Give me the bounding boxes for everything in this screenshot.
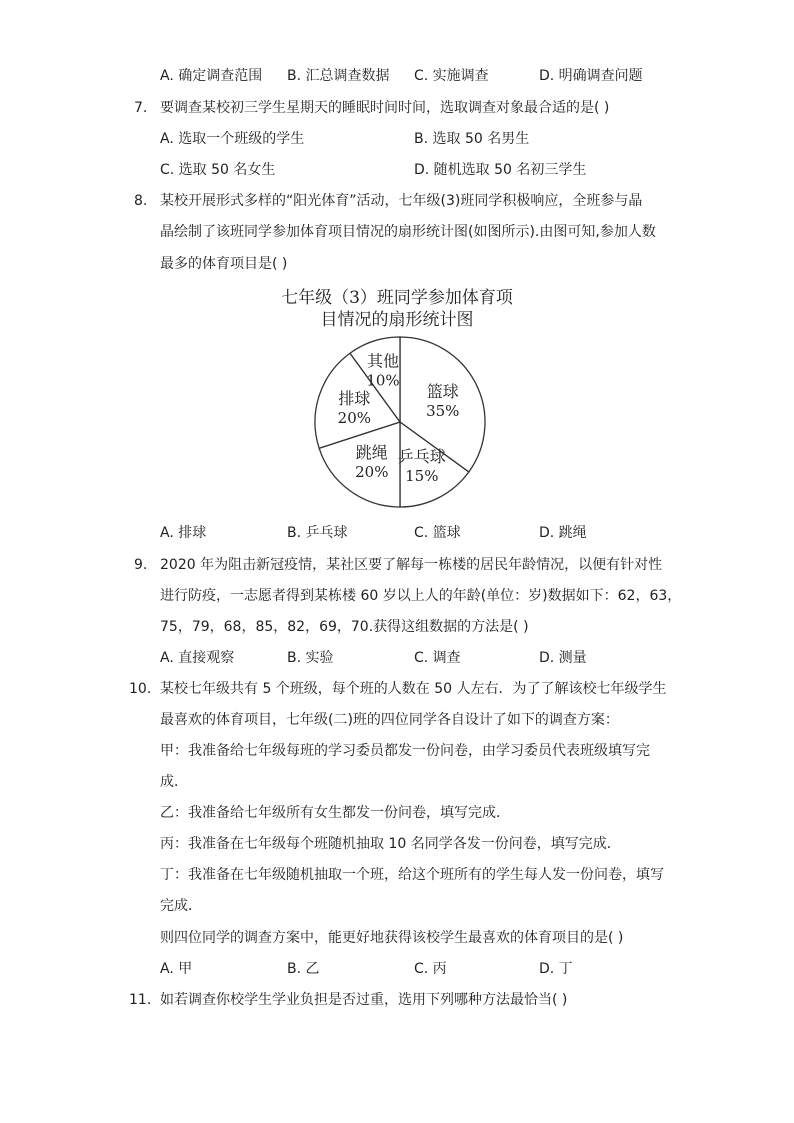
q8-option-d: D. 跳绳	[539, 525, 587, 541]
pie-label-3: 排球	[338, 389, 371, 409]
pie-value-label-2: 20%	[355, 462, 389, 481]
pie-chart	[300, 330, 500, 514]
q9-option-b: B. 实验	[287, 650, 334, 666]
pie-value-label-1: 15%	[405, 466, 439, 485]
q6-option-d: D. 明确调查问题	[539, 68, 643, 84]
q10-option-c: C. 丙	[414, 961, 447, 977]
q7-option-b: B. 选取 50 名男生	[414, 131, 530, 147]
q9-stem-line-1: 2020 年为阻击新冠疫情，某社区要了解每一栋楼的居民年龄情况，以便有针对性	[160, 557, 663, 573]
chart-title-line-1: 七年级（3）班同学参加体育项	[281, 288, 513, 308]
q10-stem-line-5: 乙：我准备给七年级所有女生都发一份问卷，填写完成．	[160, 805, 510, 821]
q10-option-a: A. 甲	[160, 961, 193, 977]
q8-stem-line-1: 某校开展形式多样的“阳光体育”活动，七年级(3)班同学积极响应，全班参与晶	[160, 193, 643, 209]
q11-stem: 如若调查你校学生学业负担是否过重，选用下列哪种方法最恰当( )	[160, 992, 568, 1008]
q9-option-a: A. 直接观察	[160, 650, 235, 666]
q8-option-a: A. 排球	[160, 525, 207, 541]
q8-number: 8.	[134, 193, 148, 209]
q10-stem-line-9: 则四位同学的调查方案中，能更好地获得该校学生最喜欢的体育项目的是( )	[160, 930, 624, 946]
q10-option-d: D. 丁	[539, 961, 573, 977]
q7-number: 7.	[134, 100, 148, 116]
q7-stem: 要调查某校初三学生星期天的睡眠时间时间，选取调查对象最合适的是( )	[160, 100, 610, 116]
q10-stem-line-8: 完成．	[160, 898, 202, 914]
q10-option-b: B. 乙	[287, 961, 320, 977]
pie-label-0: 篮球	[426, 382, 459, 402]
q6-option-a: A. 确定调查范围	[160, 68, 263, 84]
q8-option-c: C. 篮球	[414, 525, 461, 541]
q10-stem-line-4: 成．	[160, 774, 188, 790]
pie-value-label-3: 20%	[337, 409, 372, 428]
q10-stem-line-3: 甲：我准备给七年级每班的学习委员都发一份问卷，由学习委员代表班级填写完	[160, 743, 650, 759]
pie-label-2: 跳绳	[355, 442, 388, 462]
pie-value-label-0: 35%	[426, 402, 460, 421]
q7-option-c: C. 选取 50 名女生	[160, 162, 276, 178]
q9-option-c: C. 调查	[414, 650, 461, 666]
q10-stem-line-6: 丙：我准备在七年级每个班随机抽取 10 名同学各发一份问卷，填写完成．	[160, 836, 621, 852]
q10-stem-line-1: 某校七年级共有 5 个班级，每个班的人数在 50 人左右．为了了解该校七年级学生	[160, 681, 667, 697]
q8-option-b: B. 乒乓球	[287, 525, 348, 541]
q7-option-a: A. 选取一个班级的学生	[160, 131, 305, 147]
q6-option-c: C. 实施调查	[414, 68, 489, 84]
q9-stem-line-2: 进行防疫，一志愿者得到某栋楼 60 岁以上人的年龄(单位：岁)数据如下：62，63，	[160, 588, 682, 604]
q10-stem-line-7: 丁：我准备在七年级随机抽取一个班，给这个班所有的学生每人发一份问卷，填写	[160, 867, 664, 883]
q7-option-d: D. 随机选取 50 名初三学生	[414, 162, 587, 178]
q9-stem-line-3: 75，79，68，85，82，69，70.获得这组数据的方法是( )	[160, 619, 529, 635]
chart-title-line-2: 目情况的扇形统计图	[320, 310, 474, 330]
q8-stem-line-2: 晶绘制了该班同学参加体育项目情况的扇形统计图(如图所示).由图可知,参加人数	[160, 224, 656, 240]
pie-label-1: 乒乓球	[397, 446, 446, 466]
q10-stem-line-2: 最喜欢的体育项目，七年级(二)班的四位同学各自设计了如下的调查方案：	[160, 712, 619, 728]
pie-label-4: 其他	[366, 351, 400, 371]
q9-number: 9.	[134, 557, 148, 573]
q6-option-b: B. 汇总调查数据	[287, 68, 390, 84]
q9-option-d: D. 测量	[539, 650, 587, 666]
q10-number: 10.	[129, 681, 152, 697]
pie-value-label-4: 10%	[366, 371, 400, 390]
q11-number: 11.	[129, 992, 152, 1008]
q8-stem-line-3: 最多的体育项目是( )	[160, 256, 288, 272]
